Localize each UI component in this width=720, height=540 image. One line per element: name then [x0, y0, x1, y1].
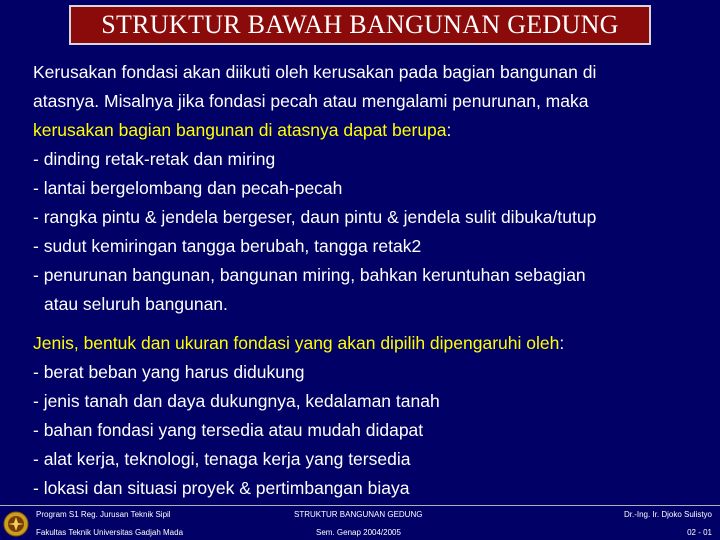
paragraph-line: Kerusakan fondasi akan diikuti oleh kerusakan pada bagian bangunan di — [33, 62, 597, 82]
list-item: - penurunan bangunan, bangunan miring, bahkan keruntuhan sebagian — [33, 265, 586, 285]
highlight-line — [33, 329, 705, 358]
footer-author: Dr.-Ing. Ir. Djoko Sulistyo — [623, 510, 712, 519]
title-box — [69, 5, 651, 45]
slide-content — [33, 58, 705, 503]
list-item: - sudut kemiringan tangga berubah, tangga retak2 — [33, 236, 422, 256]
paragraph-line: atasnya. Misalnya jika fondasi pecah atau mengalami penurunan, maka — [33, 91, 589, 111]
slide-title: STRUKTUR BAWAH BANGUNAN GEDUNG — [101, 10, 619, 39]
list-item: - lantai bergelombang dan pecah-pecah — [33, 178, 343, 198]
footer-semester: Sem. Genap 2004/2005 — [316, 528, 401, 537]
highlight-suffix: : — [559, 333, 565, 353]
highlight-suffix: : — [446, 120, 452, 140]
list-item-continuation: atau seluruh bangunan. — [44, 294, 228, 314]
highlight-text: Jenis, bentuk dan ukuran fondasi yang akan dipilih dipengaruhi oleh — [33, 333, 560, 353]
footer-divider — [0, 505, 720, 506]
footer-program: Program S1 Reg. Jurusan Teknik Sipil — [36, 510, 171, 519]
list-item: - alat kerja, teknologi, tenaga kerja yang tersedia — [33, 449, 411, 469]
highlight-line — [33, 116, 705, 145]
footer-course: STRUKTUR BANGUNAN GEDUNG — [294, 510, 423, 519]
list-item: - jenis tanah dan daya dukungnya, kedalaman tanah — [33, 391, 440, 411]
footer-faculty: Fakultas Teknik Universitas Gadjah Mada — [36, 528, 184, 537]
list-item: - berat beban yang harus didukung — [33, 362, 305, 382]
list-item: - dinding retak-retak dan miring — [33, 149, 276, 169]
footer — [0, 508, 720, 540]
footer-page-number: 02 - 01 — [687, 528, 712, 537]
university-logo-icon — [3, 511, 29, 537]
list-item: - rangka pintu & jendela bergeser, daun pintu & jendela sulit dibuka/tutup — [33, 207, 597, 227]
list-item: - bahan fondasi yang tersedia atau mudah didapat — [33, 420, 424, 440]
list-item: - lokasi dan situasi proyek & pertimbangan biaya — [33, 478, 410, 498]
highlight-text: kerusakan bagian bangunan di atasnya dapat berupa — [33, 120, 447, 140]
